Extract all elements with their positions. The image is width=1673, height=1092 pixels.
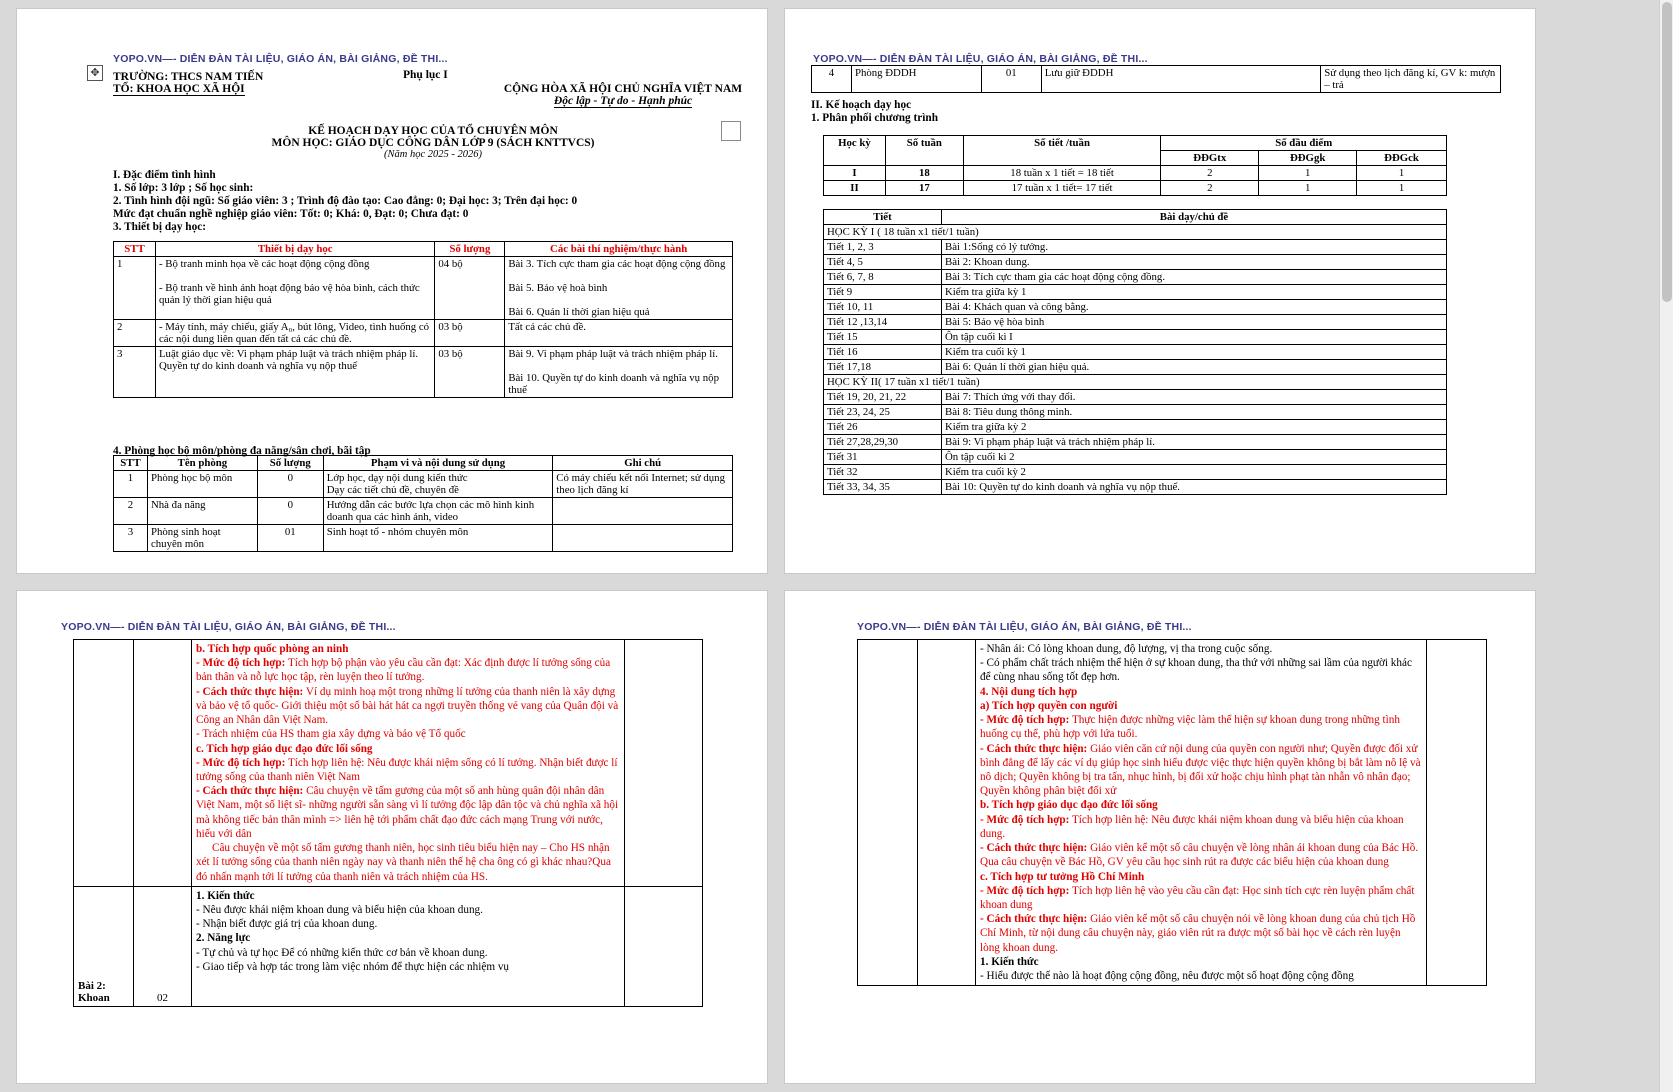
- cell-lesson: Kiểm tra cuối kỳ 1: [942, 345, 1447, 360]
- content-paragraph: - Cách thức thực hiện: Giáo viên căn cứ nội dung của quyền con người như; Quyền được đối xử bình đẳng để lấy các ví dụ giúp học sinh hiểu được việc thực hiện quyền không bị bắt làm nô lệ và nô dịch; Quyền không bị tra tấn, nhục hình, bị đối xử hoặc chịu hình phạt tàn nhẫn vô nhân đạo; Quyền không phân biệt đối xử: [980, 742, 1421, 798]
- cell-note: [553, 525, 733, 552]
- cell-period: Tiết 19, 20, 21, 22: [824, 390, 942, 405]
- col-lessons: Các bài thí nghiệm/thực hành: [505, 242, 733, 257]
- cell-stt: 2: [114, 320, 156, 347]
- table-header-row: [824, 136, 1447, 151]
- table-row: [824, 360, 1447, 375]
- table-row: [824, 315, 1447, 330]
- col-note: Ghi chú: [553, 456, 733, 471]
- document-page-1: [16, 8, 768, 574]
- document-page-3: [16, 590, 768, 1084]
- cell-lesson: Bài 6: Quản lí thời gian hiệu quả.: [942, 360, 1447, 375]
- cell-room-name: Nhà đa năng: [147, 498, 257, 525]
- content-paragraph: c. Tích hợp giáo dục đạo đức lối sống: [196, 742, 373, 755]
- cell-lesson: Ôn tập cuối kì I: [942, 330, 1447, 345]
- table-row: [812, 66, 1501, 93]
- cell-qty: 0: [257, 498, 323, 525]
- school-label: TRƯỜNG: THCS NAM TIẾN: [113, 71, 264, 83]
- cell-qty: 01: [257, 525, 323, 552]
- cell-note: [553, 498, 733, 525]
- col-stt: STT: [114, 242, 156, 257]
- cell-lesson: Bài 8: Tiêu dung thông minh.: [942, 405, 1447, 420]
- section-ii-line-1: 1. Phân phối chương trình: [811, 112, 938, 124]
- content-paragraph: - Cách thức thực hiện: Giáo viên kể một số câu chuyện về lòng nhân ái khoan dung của Bác Hồ. Qua câu chuyện về Bác Hồ, GV yêu cầu học sinh rút ra được các biểu hiện của khoan dung: [980, 842, 1419, 869]
- cell-stt: 1: [114, 471, 148, 498]
- content-paragraph: - Tự chủ và tự học Để có những kiến thức cơ bản về khoan dung.: [196, 946, 488, 959]
- cell-lesson: Kiểm tra cuối kỳ 2: [942, 465, 1447, 480]
- table-header-row: [114, 242, 733, 257]
- cell-lesson: Kiểm tra giữa kỳ 1: [942, 285, 1447, 300]
- top-continued-table: [811, 65, 1501, 93]
- cell-lesson: Bài 4: Khách quan và công bằng.: [942, 300, 1447, 315]
- cell-period: Tiết 6, 7, 8: [824, 270, 942, 285]
- table-row: [824, 345, 1447, 360]
- table-header-row: [114, 456, 733, 471]
- col-period: Tiết: [824, 210, 942, 225]
- cell-device: - Máy tính, máy chiếu, giấy A₀, bút lông, Video, tình huống có các nội dung liên quan đến tất cả các chủ đề.: [155, 320, 434, 347]
- col-qty: Số lượng: [435, 242, 505, 257]
- cell-period: Tiết 33, 34, 35: [824, 480, 942, 495]
- cell-lessons: Bài 3. Tích cực tham gia các hoạt động cộng đồng Bài 5. Bảo vệ hoà bình Bài 6. Quản lí thời gian hiệu quả: [505, 257, 733, 320]
- cell-note: Sử dụng theo lịch đăng kí, GV k: mượn – trả: [1321, 66, 1501, 93]
- cell-qty: 04 bộ: [435, 257, 505, 320]
- cell-lesson: Bài 1:Sống có lý tưởng.: [942, 240, 1447, 255]
- cell-empty-right-2: [625, 886, 703, 1006]
- cell-period: Tiết 31: [824, 450, 942, 465]
- table-row: [824, 181, 1447, 196]
- cell-qty: 03 bộ: [435, 347, 505, 398]
- cell-lesson: Bài 2: Khoan dung.: [942, 255, 1447, 270]
- cell-integration-content: [192, 640, 625, 887]
- table-row: [114, 257, 733, 320]
- col-weeks: Số tuần: [885, 136, 963, 166]
- table-row: [824, 420, 1447, 435]
- content-paragraph: b. Tích hợp giáo dục đạo đức lối sống: [980, 799, 1158, 812]
- cell-stt: 3: [114, 347, 156, 398]
- cell-lesson: Bài 10: Quyền tự do kinh doanh và nghĩa vụ nộp thuế.: [942, 480, 1447, 495]
- cell-lesson: Bài 9: Vi phạm pháp luật và trách nhiệm pháp lí.: [942, 435, 1447, 450]
- cell-device: Luật giáo dục về: Vi phạm pháp luật và trách nhiệm pháp lí. Quyền tự do kinh doanh và nghĩa vụ nộp thuế: [155, 347, 434, 398]
- col-lesson: Bài dạy/chủ đề: [942, 210, 1447, 225]
- cell-qty: 01: [981, 66, 1041, 93]
- table-row: [824, 465, 1447, 480]
- cell-room: Phòng ĐDDH: [851, 66, 981, 93]
- watermark-text: YOPO.VN—- DIỄN ĐÀN TÀI LIỆU, GIÁO ÁN, BÀI GIẢNG, ĐỀ THI...: [857, 621, 1192, 633]
- cell-qty: 0: [257, 471, 323, 498]
- content-paragraph: 1. Kiến thức: [980, 955, 1039, 968]
- cell-dist-1: 17: [885, 181, 963, 196]
- lesson-detail-table: [73, 639, 703, 1007]
- table-row: [114, 347, 733, 398]
- table-section-row: [824, 225, 1447, 240]
- cell-dist-5: 1: [1357, 166, 1447, 181]
- cell-dist-4: 1: [1259, 181, 1357, 196]
- cell-dist-5: 1: [1357, 181, 1447, 196]
- content-paragraph: c. Tích hợp tư tưởng Hồ Chí Minh: [980, 870, 1145, 883]
- content-paragraph: - Mức độ tích hợp: Tích hợp liên hệ: Nêu được khái niệm sống có lí tưởng. Nhận biết được lí tưởng sống của thanh niên Việt Nam: [196, 756, 618, 783]
- appendix-label: Phụ lục I: [403, 69, 448, 81]
- cell-lesson: Ôn tập cuối kì 2: [942, 450, 1447, 465]
- col-score-count: Số đầu điểm: [1161, 136, 1447, 151]
- cell-period: Tiết 12 ,13,14: [824, 315, 942, 330]
- cell-dist-2: 18 tuần x 1 tiết = 18 tiết: [963, 166, 1161, 181]
- cell-lesson: Bài 5: Bảo vệ hòa bình: [942, 315, 1447, 330]
- col-device: Thiết bị dạy học: [155, 242, 434, 257]
- cell-period: Tiết 10, 11: [824, 300, 942, 315]
- section-i-line-2: 2. Tình hình đội ngũ: Số giáo viên: 3 ; Trình độ đào tạo: Cao đẳng: 0; Đại học: 3; Trên đại học: 0: [113, 195, 578, 207]
- content-table-continued: [73, 639, 703, 1007]
- document-page-4: [784, 590, 1536, 1084]
- content-paragraph: 2. Năng lực: [196, 932, 251, 945]
- content-paragraph: - Hiểu được thế nào là hoạt động cộng đồng, nêu được một số hoạt động cộng đồng: [980, 970, 1354, 983]
- cell-empty-mid: [918, 640, 976, 986]
- col-periods: Số tiết /tuần: [963, 136, 1161, 166]
- cell-objectives-content: [192, 886, 625, 1006]
- nation-motto: Độc lập - Tự do - Hạnh phúc: [553, 95, 693, 107]
- document-page-2: [784, 8, 1536, 574]
- table-row: [824, 270, 1447, 285]
- content-paragraph: - Có phẩm chất trách nhiệm thể hiện ở sự khoan dung, tha thứ với những sai lầm của người khác để cùng nhau sống tốt đẹp hơn.: [980, 657, 1412, 684]
- cell-empty-mid: [134, 640, 192, 887]
- col-qty: Số lượng: [257, 456, 323, 471]
- col-ddgck: ĐĐGck: [1357, 151, 1447, 166]
- col-ddggk: ĐĐGgk: [1259, 151, 1357, 166]
- content-table-continued: [857, 639, 1487, 986]
- content-paragraph: 1. Kiến thức: [196, 889, 255, 902]
- content-paragraph: - Nhận biết được giá trị của khoan dung.: [196, 918, 378, 931]
- section-i-line-4: 3. Thiết bị dạy học:: [113, 221, 207, 233]
- scrollbar-thumb[interactable]: [1662, 2, 1672, 302]
- table-row: [824, 390, 1447, 405]
- cell-scope: Sinh hoạt tổ - nhóm chuyên môn: [323, 525, 553, 552]
- equipment-table: [113, 241, 733, 398]
- table-row: [824, 300, 1447, 315]
- cell-lesson-name: Bài 2: Khoan: [78, 979, 110, 1004]
- cell-dist-1: 18: [885, 166, 963, 181]
- cell-period: Tiết 16: [824, 345, 942, 360]
- group-label: TỔ: KHOA HỌC XÃ HỘI: [113, 83, 245, 95]
- lesson-detail-table: [857, 639, 1487, 986]
- cell-stt: 2: [114, 498, 148, 525]
- section-i: [113, 169, 753, 234]
- cell-period: Tiết 27,28,29,30: [824, 435, 942, 450]
- cell-stt: 4: [812, 66, 852, 93]
- cell-period: Tiết 4, 5: [824, 255, 942, 270]
- content-paragraph: - Mức độ tích hợp: Tích hợp liên hệ: Nêu được khái niệm khoan dung và biểu hiện của khoan dung.: [980, 813, 1404, 840]
- table-row: [114, 498, 733, 525]
- table-row: [824, 435, 1447, 450]
- plan-title-1: KẾ HOẠCH DẠY HỌC CỦA TỔ CHUYÊN MÔN: [308, 125, 558, 137]
- lesson-schedule-table: [823, 209, 1447, 495]
- table-row: [824, 450, 1447, 465]
- table-row: [824, 255, 1447, 270]
- cell-empty-left: [858, 640, 918, 986]
- col-ddgtx: ĐĐGtx: [1161, 151, 1259, 166]
- table-row: [824, 240, 1447, 255]
- table-row: [824, 405, 1447, 420]
- cell-scope: Hướng dẫn các bước lựa chọn các mô hình kinh doanh qua các hình ảnh, video: [323, 498, 553, 525]
- table-row: [824, 330, 1447, 345]
- content-paragraph: - Nhân ái: Có lòng khoan dung, độ lượng, vị tha trong cuộc sống.: [980, 643, 1273, 655]
- content-paragraph: Câu chuyện về một số tấm gương thanh niên, học sinh tiêu biểu hiện nay – Cho HS nhận xét lí tưởng sống của thanh niên ngày nay và thanh niên thế hệ cha ông có gì khác nhau?Qua đó nhấn mạnh tới lí tưởng của thanh niên và trách nhiệm của HS.: [196, 842, 611, 883]
- semester-title: HỌC KỲ I ( 18 tuần x1 tiết/1 tuần): [824, 225, 1447, 240]
- cell-lessons: Bài 9. Vi phạm pháp luật và trách nhiệm pháp lí. Bài 10. Quyền tự do kinh doanh và nghĩa vụ nộp thuế: [505, 347, 733, 398]
- table-section-row: [824, 375, 1447, 390]
- table-row: [114, 525, 733, 552]
- content-paragraph: 4. Nội dung tích hợp: [980, 685, 1078, 698]
- table-row: [114, 320, 733, 347]
- cell-room-name: Phòng học bộ môn: [147, 471, 257, 498]
- semester-title: HỌC KỲ II( 17 tuần x1 tiết/1 tuần): [824, 375, 1447, 390]
- cell-period: Tiết 1, 2, 3: [824, 240, 942, 255]
- cell-period: Tiết 23, 24, 25: [824, 405, 942, 420]
- watermark-text: YOPO.VN—- DIỄN ĐÀN TÀI LIỆU, GIÁO ÁN, BÀI GIẢNG, ĐỀ THI...: [61, 621, 396, 633]
- section-i-line-3: Mức đạt chuẩn nghề nghiệp giáo viên: Tốt: 0; Khá: 0, Đạt: 0; Chưa đạt: 0: [113, 208, 469, 220]
- cell-lesson: Bài 3: Tích cực tham gia các hoạt động cộng đồng.: [942, 270, 1447, 285]
- watermark-text: YOPO.VN—- DIỄN ĐÀN TÀI LIỆU, GIÁO ÁN, BÀI GIẢNG, ĐỀ THI...: [113, 53, 448, 65]
- plan-title-2: MÔN HỌC: GIÁO DỤC CÔNG DÂN LỚP 9 (SÁCH KNTTVCS): [271, 137, 595, 149]
- cell-dist-0: II: [824, 181, 886, 196]
- cell-integration-content: [976, 640, 1427, 986]
- cell-lesson: Bài 7: Thích ứng với thay đổi.: [942, 390, 1447, 405]
- table-row: [824, 285, 1447, 300]
- col-semester: Học kỳ: [824, 136, 886, 166]
- section-i-line-1: 1. Số lớp: 3 lớp ; Số học sinh:: [113, 182, 254, 194]
- cell-lesson-periods: 02: [157, 991, 168, 1004]
- page-title: [113, 125, 753, 160]
- cell-dist-0: I: [824, 166, 886, 181]
- cell-scope: Lưu giữ ĐDDH: [1041, 66, 1321, 93]
- cell-dist-3: 2: [1161, 181, 1259, 196]
- table-row: [824, 166, 1447, 181]
- cell-stt: 3: [114, 525, 148, 552]
- content-paragraph: - Mức độ tích hợp: Tích hợp bộ phận vào yêu cầu cần đạt: Xác định được lí tưởng sống của bản thân và nỗ lực học tập, rèn luyện theo lí tưởng.: [196, 657, 611, 684]
- cell-room-name: Phòng sinh hoạt chuyên môn: [147, 525, 257, 552]
- cell-period: Tiết 32: [824, 465, 942, 480]
- table-row: [858, 640, 1487, 986]
- content-paragraph: - Cách thức thực hiện: Giáo viên kể một số câu chuyện nói về lòng khoan dung của chủ tịch Hồ Chí Minh, từ nội dung câu chuyện này, giáo viên rút ra được một số bài học về cách rèn luyện lòng khoan dung.: [980, 913, 1416, 954]
- content-paragraph: a) Tích hợp quyền con người: [980, 699, 1118, 712]
- section-i-line-5: 4. Phòng học bộ môn/phòng đa năng/sân chơi, bãi tập: [113, 445, 371, 457]
- plan-school-year: (Năm học 2025 - 2026): [384, 149, 482, 160]
- cell-stt: 1: [114, 257, 156, 320]
- watermark-text: YOPO.VN—- DIỄN ĐÀN TÀI LIỆU, GIÁO ÁN, BÀI GIẢNG, ĐỀ THI...: [813, 53, 1148, 65]
- content-paragraph: - Mức độ tích hợp: Thực hiện được những việc làm thể hiện sự khoan dung trong những tình huống cụ thể, phù hợp với lứa tuổi.: [980, 714, 1400, 741]
- content-paragraph: - Cách thức thực hiện: Ví dụ minh hoạ một trong những lí tưởng của thanh niên là xây dựng và bảo vệ tổ quốc- Giới thiệu một số bài hát hát ca ngợi truyền thống vẻ vang của Quân đội và Công an Nhân dân Việt Nam.: [196, 685, 619, 727]
- cell-scope: Lớp học, dạy nội dung kiến thức Dạy các tiết chủ đề, chuyên đề: [323, 471, 553, 498]
- nation-title: CỘNG HÒA XÃ HỘI CHỦ NGHĨA VIỆT NAM: [503, 83, 743, 95]
- cell-dist-4: 1: [1259, 166, 1357, 181]
- section-i-heading: I. Đặc điểm tình hình: [113, 169, 216, 181]
- col-stt: STT: [114, 456, 148, 471]
- cell-period: Tiết 15: [824, 330, 942, 345]
- section-ii-heading: II. Kế hoạch dạy học: [811, 99, 912, 111]
- col-scope: Phạm vi và nội dung sử dụng: [323, 456, 553, 471]
- content-paragraph: - Cách thức thực hiện: Câu chuyện về tấm gương của một số anh hùng quân đội nhân dân Việt Nam, một số liệt sĩ- những người sẵn sàng vì lí tưởng độc lập dân tộc và chủ nghĩa xã hội mà không tiếc bản thân mình => liên hệ tới phẩm chất đạo đức cách mạng Trung với nước, hiếu với dân: [196, 785, 619, 840]
- table-row: [114, 471, 733, 498]
- cell-period: Tiết 26: [824, 420, 942, 435]
- cell-empty-right: [1427, 640, 1487, 986]
- vertical-scrollbar[interactable]: [1659, 0, 1673, 1092]
- cell-empty-right: [625, 640, 703, 887]
- col-room-name: Tên phòng: [147, 456, 257, 471]
- table-row: [74, 640, 703, 887]
- content-paragraph: - Trách nhiệm của HS tham gia xây dựng và bảo vệ Tổ quốc: [196, 728, 466, 741]
- move-handle-icon[interactable]: ✥: [87, 65, 103, 81]
- table-row: [74, 886, 703, 1006]
- content-paragraph: b. Tích hợp quốc phòng an ninh: [196, 643, 349, 655]
- content-paragraph: - Giao tiếp và hợp tác trong làm việc nhóm để thực hiện các nhiệm vụ: [196, 960, 510, 973]
- cell-dist-3: 2: [1161, 166, 1259, 181]
- rooms-table: [113, 455, 733, 552]
- distribution-table: [823, 135, 1447, 196]
- content-paragraph: - Nêu được khái niệm khoan dung và biểu hiện của khoan dung.: [196, 903, 483, 916]
- cell-lesson: Kiểm tra giữa kỳ 2: [942, 420, 1447, 435]
- cell-qty: 03 bộ: [435, 320, 505, 347]
- cell-device: - Bộ tranh minh họa về các hoạt động cộng đồng - Bộ tranh về hình ảnh hoạt động bảo vệ hòa bình, cách thức quản lý thời gian hiệu quả: [155, 257, 434, 320]
- cell-lessons: Tất cả các chủ đề.: [505, 320, 733, 347]
- table-row: [824, 480, 1447, 495]
- table-header-row: [824, 210, 1447, 225]
- content-paragraph: - Mức độ tích hợp: Tích hợp liên hệ vào yêu cầu cần đạt: Học sinh tích cực rèn luyện phẩm chất khoan dung: [980, 884, 1415, 911]
- cell-period: Tiết 9: [824, 285, 942, 300]
- cell-dist-2: 17 tuần x 1 tiết= 17 tiết: [963, 181, 1161, 196]
- cell-note: Có máy chiếu kết nối Internet; sử dụng theo lịch đăng kí: [553, 471, 733, 498]
- cell-period: Tiết 17,18: [824, 360, 942, 375]
- cell-empty-left: [74, 640, 134, 887]
